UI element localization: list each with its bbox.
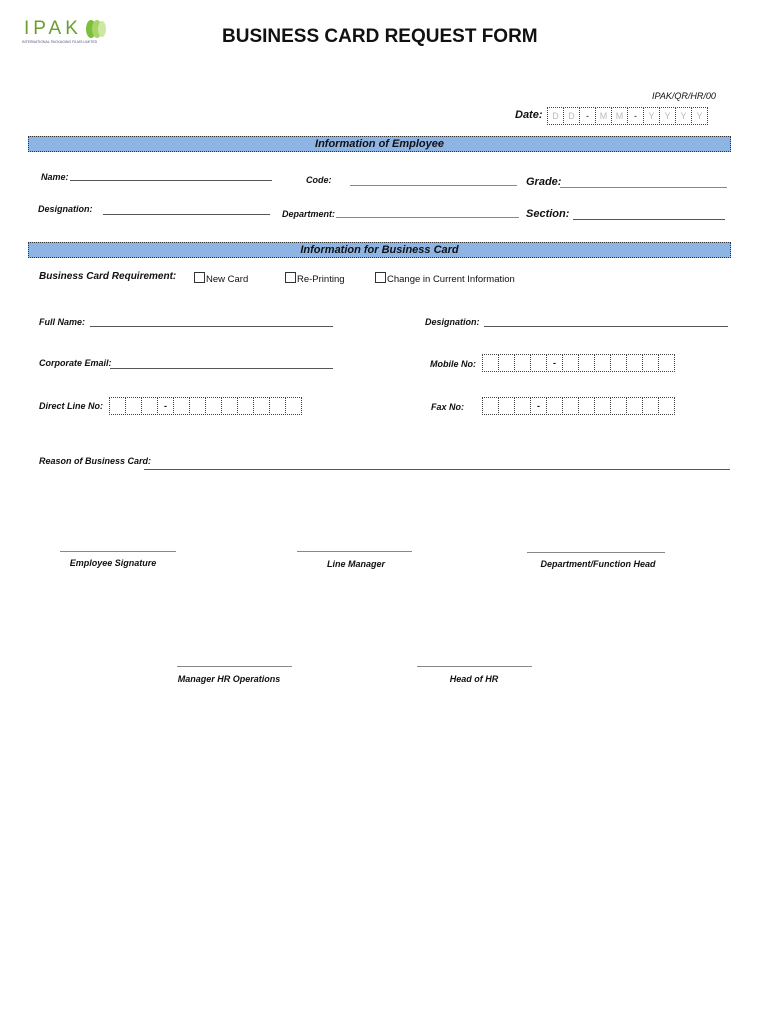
- hr-ops-signature-line[interactable]: [177, 666, 292, 667]
- mobile-field[interactable]: [483, 354, 675, 372]
- mobile-cell[interactable]: [498, 354, 515, 372]
- date-label: Date:: [515, 109, 543, 121]
- department-field[interactable]: [336, 217, 519, 218]
- re-printing-label: Re-Printing: [297, 274, 345, 285]
- logo-subtext: INTERNATIONAL PACKAGING FILMS LIMITED: [22, 40, 98, 44]
- employee-signature-line[interactable]: [60, 551, 176, 552]
- mobile-cell[interactable]: [514, 354, 531, 372]
- line-manager-caption: Line Manager: [326, 559, 385, 569]
- direct-line-cell[interactable]: -: [157, 397, 174, 415]
- fax-cell[interactable]: [546, 397, 563, 415]
- option-new-card[interactable]: [194, 272, 248, 285]
- date-cell[interactable]: M: [611, 107, 628, 125]
- direct-line-cell[interactable]: [141, 397, 158, 415]
- direct-line-cell[interactable]: [205, 397, 222, 415]
- section-label: Section:: [526, 208, 570, 220]
- direct-line-cell[interactable]: [253, 397, 270, 415]
- mobile-cell[interactable]: [610, 354, 627, 372]
- fax-cell[interactable]: [482, 397, 499, 415]
- designation-label: Designation:: [38, 204, 93, 214]
- date-cell[interactable]: Y: [643, 107, 660, 125]
- date-cell[interactable]: M: [595, 107, 612, 125]
- mobile-cell[interactable]: [482, 354, 499, 372]
- fax-cell[interactable]: [514, 397, 531, 415]
- date-cell[interactable]: D: [547, 107, 564, 125]
- direct-line-cell[interactable]: [237, 397, 254, 415]
- section-field[interactable]: [573, 219, 725, 220]
- date-cell[interactable]: Y: [691, 107, 708, 125]
- document-code: IPAK/QR/HR/00: [652, 91, 716, 101]
- designation-field[interactable]: [103, 214, 270, 215]
- change-info-label: Change in Current Information: [387, 274, 515, 285]
- option-re-printing[interactable]: [285, 272, 345, 285]
- date-cell[interactable]: -: [579, 107, 596, 125]
- fax-cell[interactable]: [578, 397, 595, 415]
- business-card-section-header: Information for Business Card: [28, 242, 731, 258]
- card-designation-field[interactable]: [484, 326, 728, 327]
- date-field[interactable]: [548, 107, 708, 125]
- logo-leaf-icon: [84, 19, 106, 39]
- head-hr-signature-line[interactable]: [417, 666, 532, 667]
- direct-line-cell[interactable]: [173, 397, 190, 415]
- fax-cell[interactable]: [610, 397, 627, 415]
- email-field[interactable]: [110, 368, 333, 369]
- fax-field[interactable]: [483, 397, 675, 415]
- line-manager-signature-line[interactable]: [297, 551, 412, 552]
- dept-head-signature-line[interactable]: [527, 552, 665, 553]
- mobile-cell[interactable]: [530, 354, 547, 372]
- direct-line-cell[interactable]: [109, 397, 126, 415]
- fax-cell[interactable]: [498, 397, 515, 415]
- new-card-checkbox[interactable]: [194, 272, 205, 283]
- date-cell[interactable]: D: [563, 107, 580, 125]
- email-label: Corporate Email:: [39, 358, 112, 368]
- fax-cell[interactable]: [594, 397, 611, 415]
- code-label: Code:: [306, 175, 332, 185]
- direct-line-cell[interactable]: [269, 397, 286, 415]
- mobile-cell[interactable]: [658, 354, 675, 372]
- code-field[interactable]: [350, 185, 517, 186]
- name-field[interactable]: [70, 180, 272, 181]
- direct-line-field[interactable]: [110, 397, 302, 415]
- fax-cell[interactable]: [562, 397, 579, 415]
- mobile-label: Mobile No:: [430, 359, 476, 369]
- mobile-cell[interactable]: [594, 354, 611, 372]
- reason-label: Reason of Business Card:: [39, 456, 152, 466]
- company-logo: [22, 18, 112, 48]
- hr-ops-caption: Manager HR Operations: [177, 674, 281, 684]
- fax-cell[interactable]: [658, 397, 675, 415]
- direct-line-label: Direct Line No:: [39, 401, 104, 411]
- re-printing-checkbox[interactable]: [285, 272, 296, 283]
- direct-line-cell[interactable]: [221, 397, 238, 415]
- date-cell[interactable]: -: [627, 107, 644, 125]
- head-hr-caption: Head of HR: [449, 674, 499, 684]
- mobile-cell[interactable]: [562, 354, 579, 372]
- date-cell[interactable]: Y: [659, 107, 676, 125]
- direct-line-cell[interactable]: [125, 397, 142, 415]
- mobile-cell[interactable]: -: [546, 354, 563, 372]
- reason-field[interactable]: [144, 469, 730, 470]
- fax-cell[interactable]: [626, 397, 643, 415]
- grade-label: Grade:: [526, 176, 562, 188]
- option-change-info[interactable]: [375, 272, 515, 285]
- logo-text: IPAK: [24, 18, 82, 39]
- direct-line-cell[interactable]: [189, 397, 206, 415]
- employee-section-header: Information of Employee: [28, 136, 731, 152]
- card-designation-label: Designation:: [425, 317, 480, 327]
- requirement-label: Business Card Requirement:: [39, 271, 177, 282]
- fax-cell[interactable]: -: [530, 397, 547, 415]
- mobile-cell[interactable]: [578, 354, 595, 372]
- change-info-checkbox[interactable]: [375, 272, 386, 283]
- page-title: BUSINESS CARD REQUEST FORM: [222, 26, 538, 47]
- full-name-field[interactable]: [90, 326, 333, 327]
- date-cell[interactable]: Y: [675, 107, 692, 125]
- mobile-cell[interactable]: [626, 354, 643, 372]
- dept-head-caption: Department/Function Head: [540, 559, 656, 569]
- mobile-cell[interactable]: [642, 354, 659, 372]
- department-label: Department:: [282, 209, 336, 219]
- full-name-label: Full Name:: [39, 317, 86, 327]
- fax-cell[interactable]: [642, 397, 659, 415]
- grade-field[interactable]: [560, 187, 727, 188]
- employee-signature-caption: Employee Signature: [69, 558, 157, 568]
- new-card-label: New Card: [206, 274, 249, 285]
- direct-line-cell[interactable]: [285, 397, 302, 415]
- name-label: Name:: [41, 172, 69, 182]
- fax-label: Fax No:: [431, 402, 465, 412]
